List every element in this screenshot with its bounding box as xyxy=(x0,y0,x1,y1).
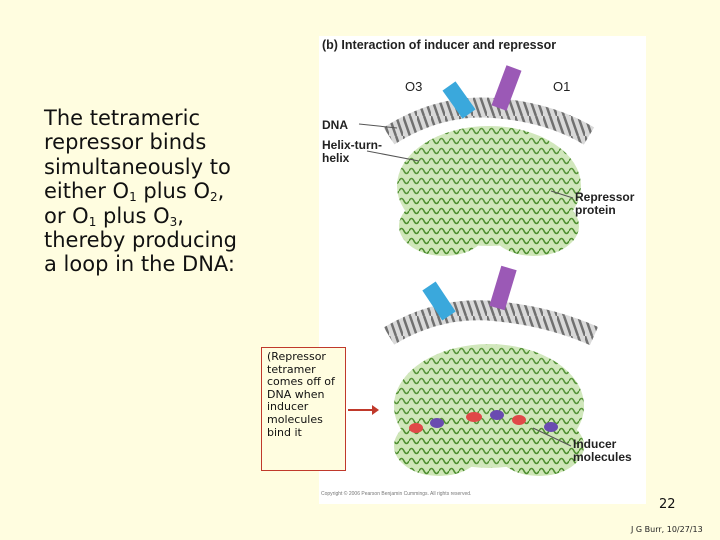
repressor-protein-bottom xyxy=(394,344,584,476)
text-line: thereby producing xyxy=(44,228,237,253)
text-line: simultaneously to xyxy=(44,154,231,179)
figure-title: (b) Interaction of inducer and repressor xyxy=(322,38,557,52)
text-line: or $O_1$ plus $O_3$, xyxy=(44,203,184,229)
operator-o3-label: O3 xyxy=(405,79,423,94)
text-line: The tetrameric xyxy=(44,106,201,130)
repressor-protein-label: Repressor protein xyxy=(575,190,635,217)
operator-o1-label: O1 xyxy=(553,79,571,94)
figure-illustration xyxy=(319,36,646,504)
text-line: repressor binds xyxy=(44,130,207,155)
inducer-molecules-label: Inducer molecules xyxy=(573,437,632,464)
figure-copyright: Copyright © 2006 Pearson Benjamin Cummings. All rights reserved. xyxy=(321,491,472,497)
author-footer: J G Burr, 10/27/13 xyxy=(631,525,703,534)
page-number: 22 xyxy=(659,497,676,512)
helix-turn-helix-label: Helix-turn-helix xyxy=(322,138,382,165)
right-arrow-icon xyxy=(346,400,380,420)
text-line: a loop in the DNA: xyxy=(44,252,235,277)
inducer-note-box: (Repressor tetramer comes off of DNA when inducer molecules bind it xyxy=(261,347,346,471)
repressor-protein-top xyxy=(397,126,581,256)
slide-body-text xyxy=(44,106,314,277)
repressor-figure xyxy=(319,36,646,504)
dna-label: DNA xyxy=(322,118,348,132)
text-line: either $O_1$ plus $O_2$, xyxy=(44,179,225,205)
dna-strand-bottom xyxy=(389,268,594,336)
